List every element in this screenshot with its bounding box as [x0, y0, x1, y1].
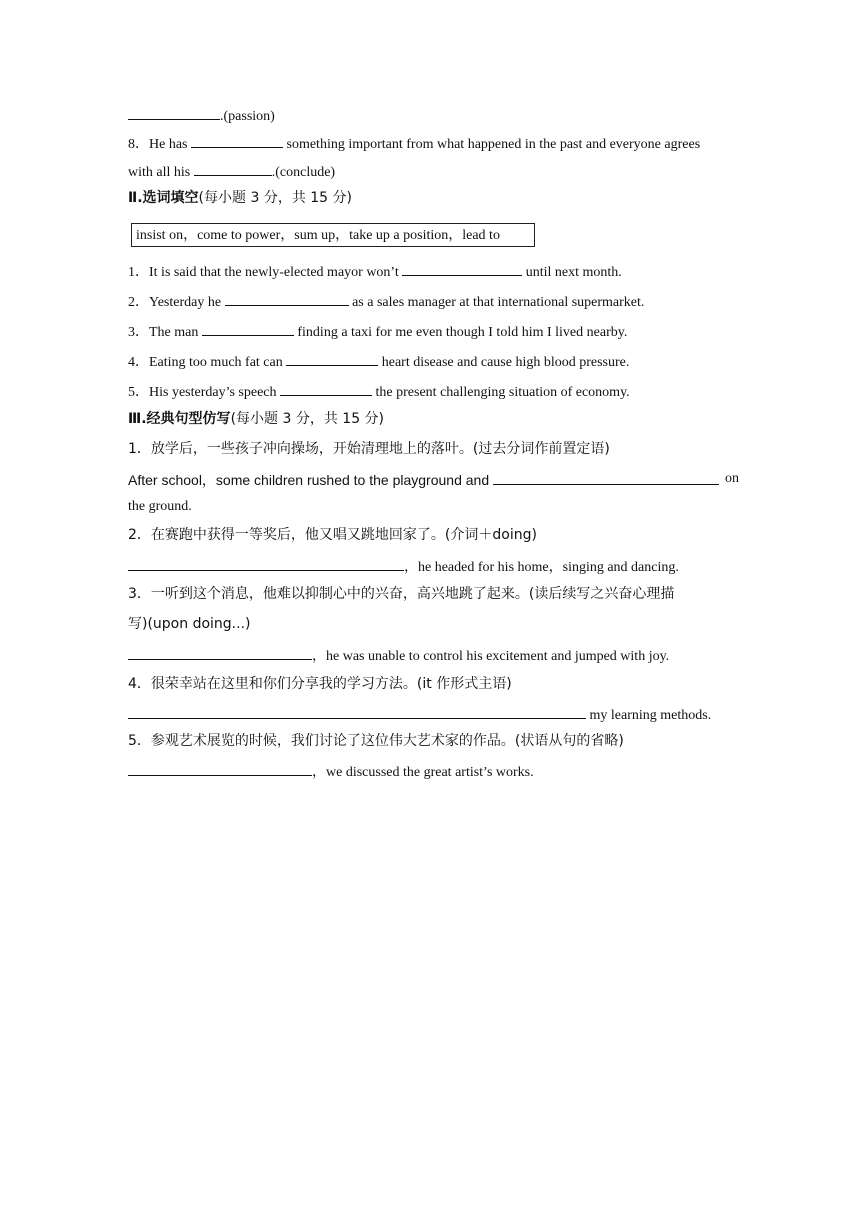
- section-2-title: Ⅱ.选词填空: [128, 190, 199, 206]
- s3-q2-chinese: 2．在赛跑中获得一等奖后，他又唱又跳地回家了。(介词＋doing): [128, 527, 537, 543]
- s3-q2-english: [128, 556, 679, 577]
- answer-blank[interactable]: [493, 470, 719, 485]
- q1-text-end: until next month.: [525, 265, 622, 280]
- answer-blank[interactable]: [202, 321, 294, 336]
- answer-blank[interactable]: [128, 704, 586, 719]
- word-bank-text: insist on，come to power，sum up，take up a position，lead to: [136, 228, 500, 243]
- s3-q4-text: my learning methods.: [589, 708, 712, 723]
- answer-blank[interactable]: [128, 556, 404, 571]
- item-8-line-2: [128, 161, 335, 182]
- s3-q3-chinese: 3．一听到这个消息，他难以抑制心中的兴奋，高兴地跳了起来。(读后续写之兴奋心理描: [128, 586, 675, 602]
- answer-blank[interactable]: [402, 261, 522, 276]
- item-8-hint: .(conclude): [271, 165, 336, 180]
- section-3-score: (每小题 3 分，共 15 分): [230, 411, 385, 427]
- answer-blank[interactable]: [225, 291, 349, 306]
- section-2-heading: [128, 189, 352, 208]
- answer-blank[interactable]: [128, 105, 220, 120]
- section-2-score: (每小题 3 分，共 15 分): [198, 190, 352, 206]
- answer-blank[interactable]: [128, 761, 312, 776]
- section-2-q1: [128, 261, 622, 282]
- s3-q3-text: ，he was unable to control his excitement and jumped with joy.: [312, 649, 670, 664]
- q2-text: 2．Yesterday he: [128, 295, 222, 310]
- s3-q1-english: [128, 470, 719, 491]
- s3-q4-english: [128, 704, 711, 725]
- q4-text: 4．Eating too much fat can: [128, 355, 283, 370]
- section-2-q3: [128, 321, 627, 342]
- q3-text: 3．The man: [128, 325, 199, 340]
- item-7-tail: [128, 105, 275, 126]
- q5-text: 5．His yesterday’s speech: [128, 385, 277, 400]
- section-3-heading: [128, 410, 384, 429]
- answer-blank[interactable]: [280, 381, 372, 396]
- q4-text-end: heart disease and cause high blood pressure.: [381, 355, 630, 370]
- s3-q5-chinese: 5．参观艺术展览的时候，我们讨论了这位伟大艺术家的作品。(状语从句的省略): [128, 733, 624, 749]
- item-8-line-1: [128, 133, 700, 154]
- item-7-hint: .(passion): [220, 109, 275, 124]
- answer-blank[interactable]: [286, 351, 378, 366]
- s3-q5-english: [128, 761, 534, 782]
- s3-q4-chinese: 4．很荣幸站在这里和你们分享我的学习方法。(it 作形式主语): [128, 676, 512, 692]
- q2-text-end: as a sales manager at that international supermarket.: [352, 295, 645, 310]
- s3-q3-chinese-2: 写)(upon doing...): [128, 616, 251, 632]
- item-8-text-2: with all his: [128, 165, 191, 180]
- s3-q3-english: [128, 645, 669, 666]
- item-8-text: something important from what happened in the past and everyone agrees: [286, 137, 701, 152]
- word-bank-box: [131, 223, 535, 247]
- s3-q2-text: ，he headed for his home，singing and dancing.: [404, 560, 679, 575]
- section-2-q2: [128, 291, 644, 312]
- answer-blank[interactable]: [128, 645, 312, 660]
- s3-q1-on: on: [725, 471, 739, 486]
- s3-q5-text: ，we discussed the great artist’s works.: [312, 765, 534, 780]
- section-2-q4: [128, 351, 629, 372]
- s3-q1-chinese: 1．放学后，一些孩子冲向操场，开始清理地上的落叶。(过去分词作前置定语): [128, 441, 610, 457]
- section-3-title: Ⅲ.经典句型仿写: [128, 411, 231, 427]
- answer-blank[interactable]: [191, 133, 283, 148]
- s3-q1-text: After school，some children rushed to the playground and: [128, 472, 490, 488]
- q5-text-end: the present challenging situation of economy.: [375, 385, 630, 400]
- section-2-q5: [128, 381, 630, 402]
- q1-text: 1．It is said that the newly-elected mayor won’t: [128, 265, 399, 280]
- item-8-prefix: 8．He has: [128, 137, 188, 152]
- answer-blank[interactable]: [194, 161, 272, 176]
- q3-text-end: finding a taxi for me even though I told him I lived nearby.: [297, 325, 628, 340]
- s3-q1-english-2: the ground.: [128, 499, 192, 514]
